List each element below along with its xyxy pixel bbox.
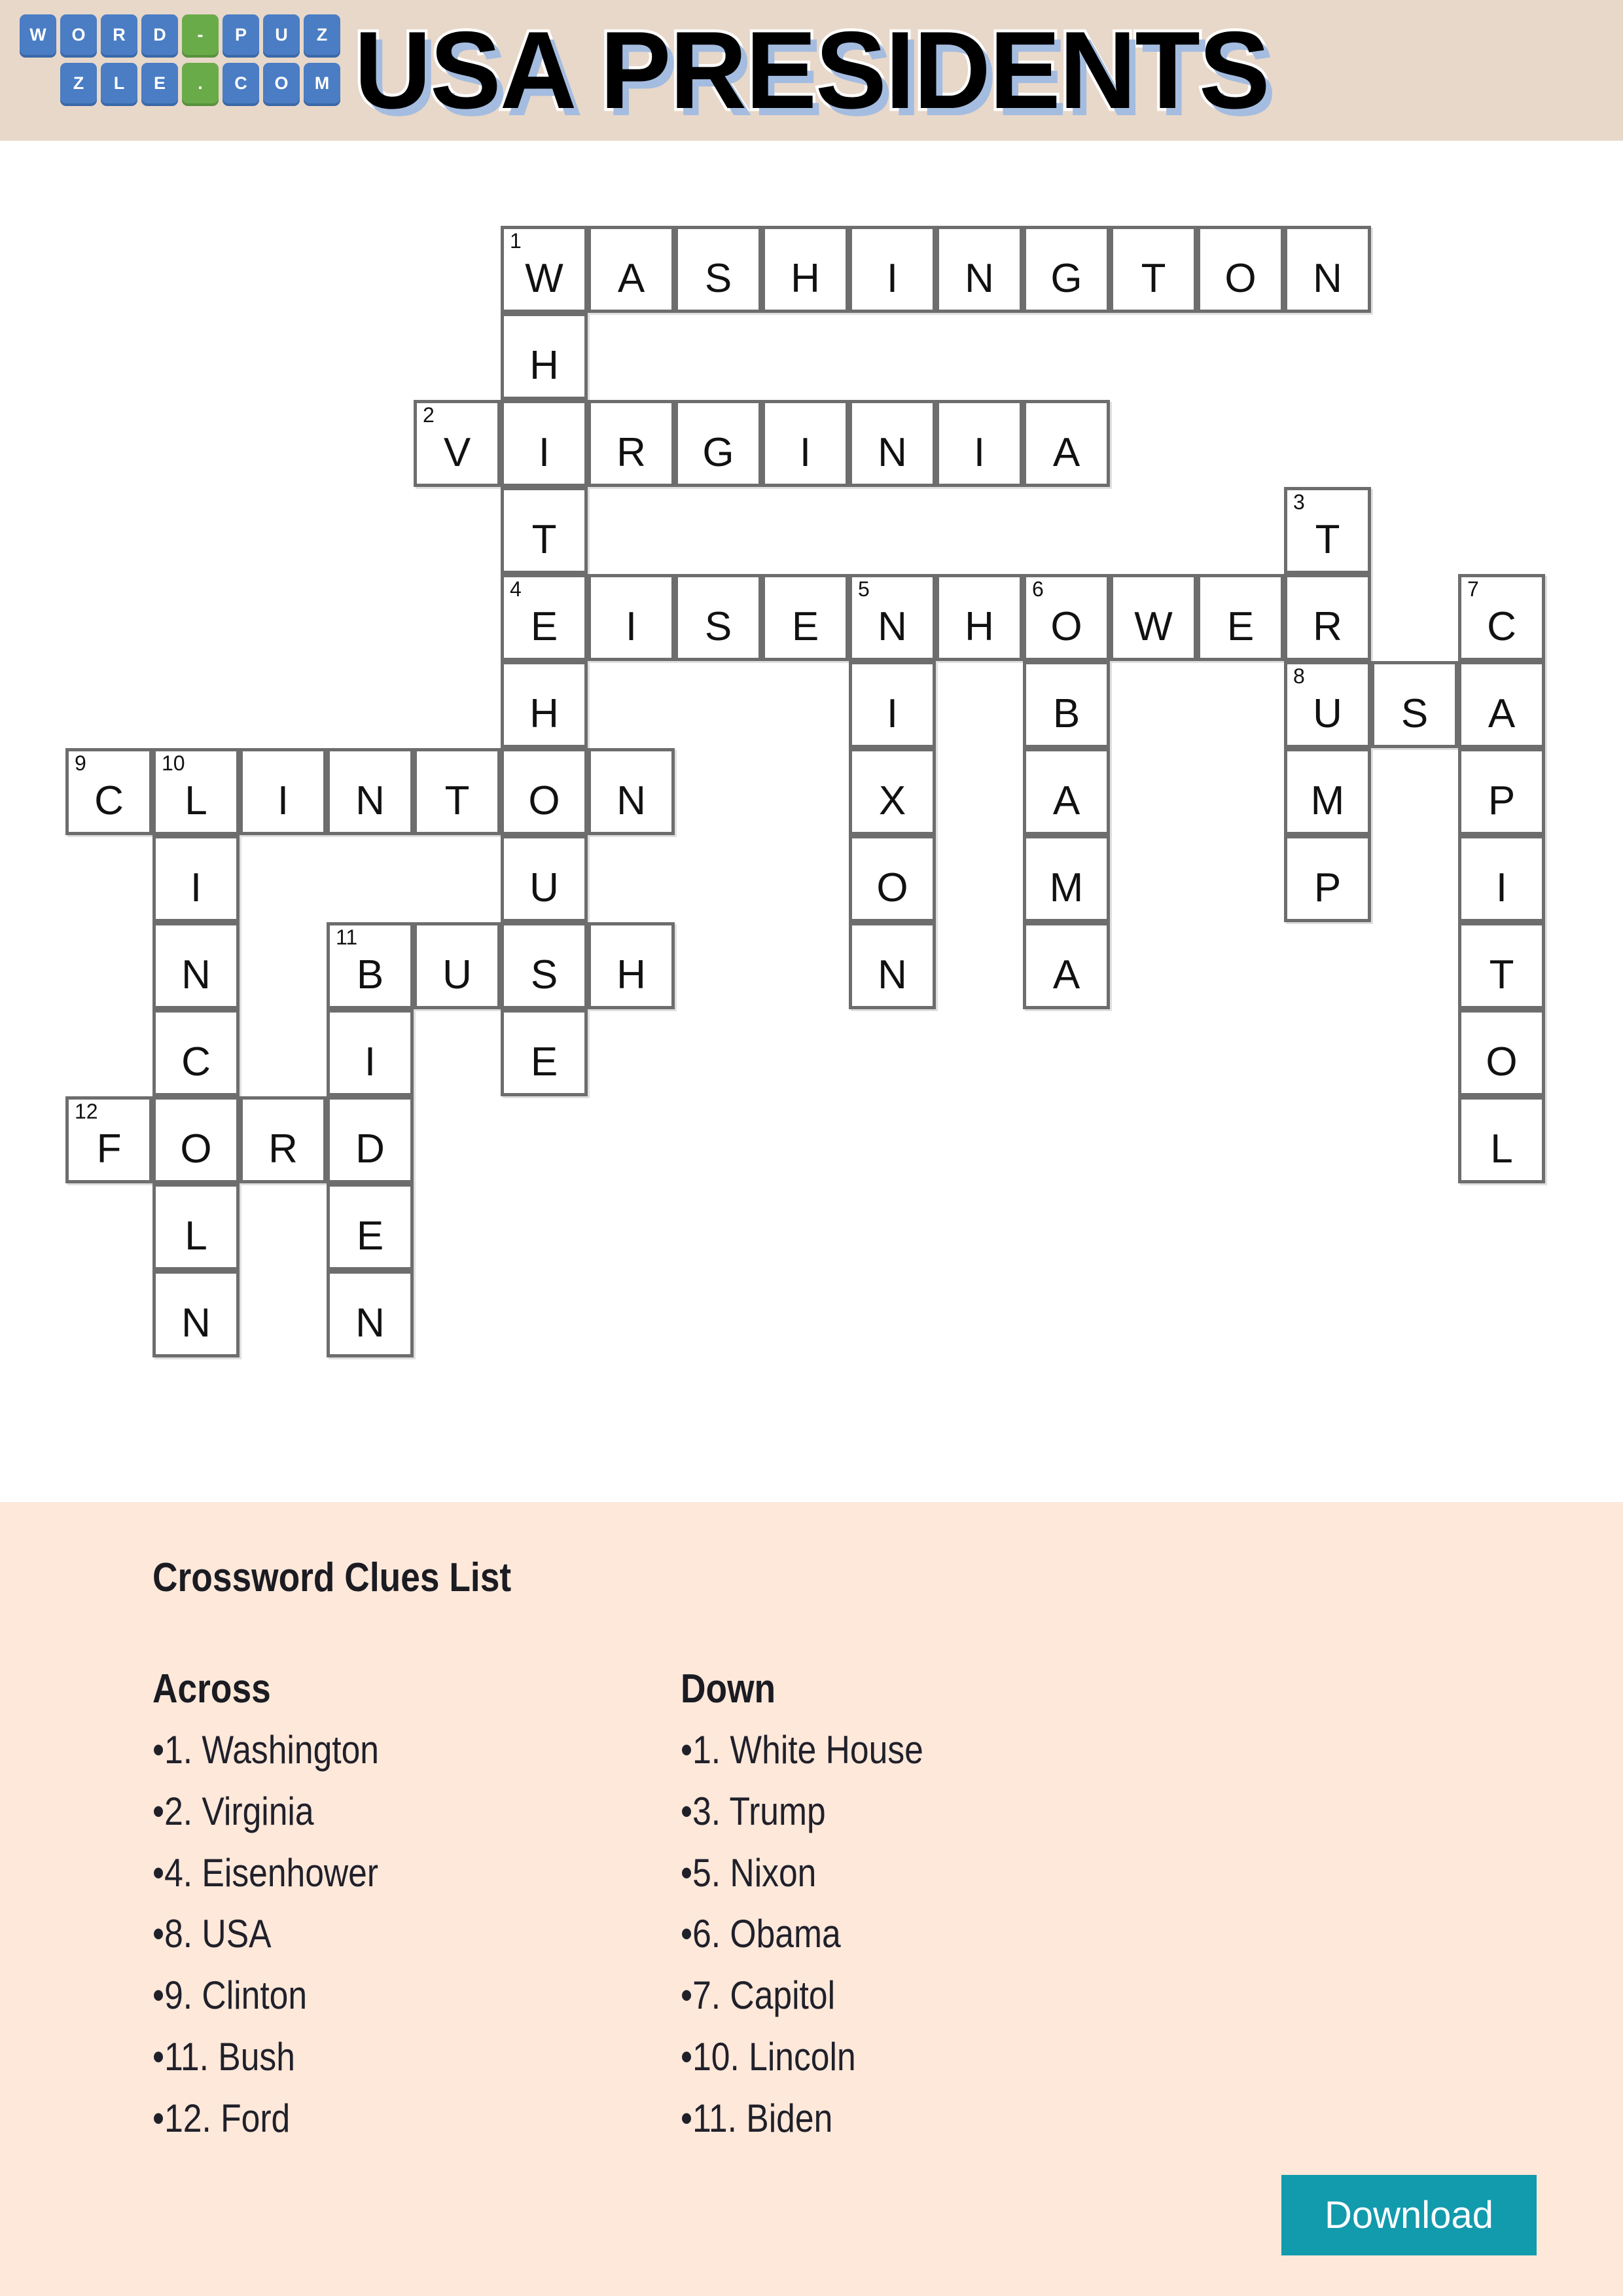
- grid-cell[interactable]: [762, 574, 849, 661]
- grid-cell[interactable]: [327, 1270, 414, 1357]
- page-header: [0, 0, 1623, 141]
- grid-cell[interactable]: [1458, 574, 1545, 661]
- grid-cell[interactable]: [327, 1009, 414, 1096]
- grid-cell[interactable]: [1110, 226, 1197, 313]
- grid-cell[interactable]: [1284, 748, 1371, 835]
- grid-cell[interactable]: [327, 922, 414, 1009]
- cell-letter: E: [530, 604, 558, 649]
- cell-letter: N: [181, 1300, 211, 1346]
- grid-cell[interactable]: [327, 1096, 414, 1183]
- cell-letter: I: [1495, 865, 1508, 910]
- grid-cell[interactable]: [1197, 574, 1284, 661]
- cell-letter: M: [1310, 778, 1345, 823]
- cell-letter: T: [1141, 256, 1166, 301]
- down-clue-item: •11. Biden: [681, 2096, 833, 2140]
- cell-letter: F: [96, 1126, 122, 1172]
- cell-letter: I: [886, 691, 899, 736]
- cell-letter: U: [442, 952, 472, 997]
- grid-cell[interactable]: [152, 1009, 240, 1096]
- cell-number: 5: [858, 577, 870, 601]
- cell-letter: I: [364, 1039, 376, 1085]
- cell-letter: A: [1488, 691, 1516, 736]
- across-clue-item: •11. Bush: [152, 2034, 295, 2079]
- down-clue-item: •5. Nixon: [681, 1850, 817, 1895]
- cell-number: 4: [510, 577, 522, 601]
- grid-cell[interactable]: [588, 922, 675, 1009]
- download-button[interactable]: Download: [1281, 2175, 1537, 2255]
- cell-letter: A: [1052, 952, 1080, 997]
- cell-letter: X: [878, 778, 906, 823]
- grid-cell[interactable]: [849, 226, 936, 313]
- logo-tile-z: Z: [60, 63, 97, 103]
- grid-cell[interactable]: [1458, 922, 1545, 1009]
- grid-cell[interactable]: [501, 661, 588, 748]
- cell-letter: N: [355, 778, 385, 823]
- grid-cell[interactable]: [1023, 922, 1110, 1009]
- cell-letter: T: [531, 517, 557, 562]
- logo-tile-p: P: [223, 14, 259, 55]
- cell-letter: E: [530, 1039, 558, 1085]
- grid-cell[interactable]: [414, 400, 501, 487]
- grid-cell[interactable]: [849, 748, 936, 835]
- cell-letter: H: [616, 952, 646, 997]
- cell-letter: G: [702, 430, 734, 475]
- grid-cell[interactable]: [849, 661, 936, 748]
- cell-letter: R: [616, 430, 646, 475]
- grid-cell[interactable]: [1371, 661, 1458, 748]
- logo-tile-l: L: [101, 63, 137, 103]
- across-clue-item: •4. Eisenhower: [152, 1850, 379, 1895]
- cell-number: 3: [1293, 490, 1305, 514]
- grid-cell[interactable]: [588, 748, 675, 835]
- cell-letter: H: [529, 343, 559, 388]
- cell-letter: E: [1226, 604, 1255, 649]
- cell-letter: A: [1052, 430, 1080, 475]
- cell-letter: N: [878, 430, 907, 475]
- cell-letter: S: [704, 256, 732, 301]
- grid-cell[interactable]: [1458, 748, 1545, 835]
- across-clue-item: •2. Virginia: [152, 1789, 314, 1833]
- cell-letter: M: [1049, 865, 1084, 910]
- grid-cell[interactable]: [501, 748, 588, 835]
- grid-cell[interactable]: [849, 400, 936, 487]
- cell-letter: R: [268, 1126, 298, 1172]
- cell-letter: O: [528, 778, 560, 823]
- down-clue-list: [681, 1724, 963, 2145]
- grid-cell[interactable]: [501, 835, 588, 922]
- across-clue-item: •9. Clinton: [152, 1973, 308, 2018]
- logo-tile-d: D: [141, 14, 178, 55]
- clues-column-down: [681, 1666, 963, 2154]
- grid-cell[interactable]: [152, 1183, 240, 1270]
- logo-tile-c: C: [223, 63, 259, 103]
- cell-letter: E: [356, 1213, 384, 1259]
- grid-cell[interactable]: [588, 574, 675, 661]
- cell-letter: N: [355, 1300, 385, 1346]
- grid-cell[interactable]: [501, 1009, 588, 1096]
- cell-letter: I: [625, 604, 637, 649]
- cell-letter: B: [1052, 691, 1080, 736]
- cell-letter: A: [1052, 778, 1080, 823]
- cell-letter: N: [965, 256, 994, 301]
- cell-letter: N: [878, 952, 907, 997]
- logo-tile-o: O: [263, 63, 300, 103]
- cell-letter: L: [185, 1213, 207, 1259]
- across-clue-item: •12. Ford: [152, 2096, 291, 2140]
- grid-cell[interactable]: [675, 400, 762, 487]
- logo-tile-r: R: [101, 14, 137, 55]
- cell-letter: B: [356, 952, 384, 997]
- clues-column-across: [152, 1666, 416, 2154]
- grid-cell[interactable]: [1458, 1096, 1545, 1183]
- grid-cell[interactable]: [762, 400, 849, 487]
- grid-cell[interactable]: [675, 226, 762, 313]
- cell-letter: N: [878, 604, 907, 649]
- cell-letter: I: [277, 778, 289, 823]
- grid-cell[interactable]: [1023, 748, 1110, 835]
- cell-letter: W: [1134, 604, 1173, 649]
- grid-cell[interactable]: [936, 574, 1023, 661]
- cell-letter: N: [1313, 256, 1342, 301]
- cell-letter: O: [1486, 1039, 1518, 1085]
- cell-letter: E: [791, 604, 819, 649]
- down-clue-item: •1. White House: [681, 1728, 923, 1772]
- cell-letter: H: [965, 604, 994, 649]
- grid-cell[interactable]: [1284, 574, 1371, 661]
- grid-cell[interactable]: [1284, 226, 1371, 313]
- cell-letter: I: [190, 865, 202, 910]
- across-heading: Across: [152, 1666, 271, 1712]
- grid-cell[interactable]: [501, 226, 588, 313]
- cell-letter: N: [181, 952, 211, 997]
- grid-cell[interactable]: [65, 1096, 152, 1183]
- down-clue-item: •6. Obama: [681, 1912, 841, 1956]
- grid-cell[interactable]: [849, 922, 936, 1009]
- grid-cell[interactable]: [675, 574, 762, 661]
- grid-cell[interactable]: [1458, 1009, 1545, 1096]
- grid-cell[interactable]: [1023, 574, 1110, 661]
- logo-tile-w: W: [20, 14, 56, 55]
- grid-cell[interactable]: [152, 1270, 240, 1357]
- cell-letter: O: [1050, 604, 1082, 649]
- logo-tile-u: U: [263, 14, 300, 55]
- across-clue-list: [152, 1724, 416, 2145]
- cell-letter: U: [1313, 691, 1342, 736]
- grid-cell[interactable]: [1284, 661, 1371, 748]
- grid-cell[interactable]: [240, 1096, 327, 1183]
- crossword-grid[interactable]: [0, 141, 1623, 1502]
- cell-number: 1: [510, 229, 522, 253]
- cell-number: 10: [162, 751, 185, 775]
- logo-tile-o: O: [60, 14, 97, 55]
- grid-cell[interactable]: [152, 1096, 240, 1183]
- grid-cell[interactable]: [936, 400, 1023, 487]
- cell-letter: C: [94, 778, 124, 823]
- cell-number: 8: [1293, 664, 1305, 688]
- cell-letter: H: [529, 691, 559, 736]
- grid-cell[interactable]: [1284, 487, 1371, 574]
- grid-cell[interactable]: [501, 313, 588, 400]
- cell-letter: O: [876, 865, 908, 910]
- cell-letter: C: [181, 1039, 211, 1085]
- grid-cell[interactable]: [240, 748, 327, 835]
- logo-tile-z: Z: [304, 14, 340, 55]
- cell-letter: R: [1313, 604, 1342, 649]
- grid-cell[interactable]: [414, 922, 501, 1009]
- grid-cell[interactable]: [414, 748, 501, 835]
- grid-cell[interactable]: [501, 400, 588, 487]
- cell-letter: T: [1489, 952, 1514, 997]
- clues-section-title: Crossword Clues List: [152, 1555, 512, 1600]
- grid-cell[interactable]: [1023, 226, 1110, 313]
- cell-letter: S: [704, 604, 732, 649]
- grid-cell[interactable]: [65, 748, 152, 835]
- grid-cell[interactable]: [152, 835, 240, 922]
- logo-tile-dash: -: [182, 14, 219, 55]
- logo-tile-dot: .: [182, 63, 219, 103]
- cell-letter: I: [799, 430, 812, 475]
- cell-letter: L: [185, 778, 207, 823]
- cell-letter: W: [525, 256, 563, 301]
- grid-cell[interactable]: [1023, 835, 1110, 922]
- grid-cell[interactable]: [1458, 835, 1545, 922]
- grid-cell[interactable]: [762, 226, 849, 313]
- grid-cell[interactable]: [588, 400, 675, 487]
- grid-cell[interactable]: [1023, 400, 1110, 487]
- cell-number: 7: [1467, 577, 1479, 601]
- grid-cell[interactable]: [501, 922, 588, 1009]
- grid-cell[interactable]: [327, 1183, 414, 1270]
- grid-cell[interactable]: [501, 487, 588, 574]
- cell-letter: C: [1487, 604, 1516, 649]
- grid-cell[interactable]: [1458, 661, 1545, 748]
- grid-cell[interactable]: [152, 922, 240, 1009]
- cell-letter: I: [886, 256, 899, 301]
- down-clue-item: •7. Capitol: [681, 1973, 836, 2018]
- cell-letter: V: [443, 430, 471, 475]
- across-clue-item: •8. USA: [152, 1912, 272, 1956]
- grid-cell[interactable]: [588, 226, 675, 313]
- cell-letter: T: [1315, 517, 1340, 562]
- down-clue-item: •10. Lincoln: [681, 2034, 856, 2079]
- grid-cell[interactable]: [849, 835, 936, 922]
- cell-number: 12: [75, 1100, 98, 1123]
- grid-cell[interactable]: [1197, 226, 1284, 313]
- cell-letter: T: [444, 778, 470, 823]
- cell-letter: H: [791, 256, 820, 301]
- grid-cell[interactable]: [1284, 835, 1371, 922]
- cell-number: 9: [75, 751, 86, 775]
- cell-letter: D: [355, 1126, 385, 1172]
- cell-letter: G: [1050, 256, 1082, 301]
- cell-letter: L: [1490, 1126, 1513, 1172]
- cell-number: 11: [336, 925, 358, 949]
- grid-cell[interactable]: [1110, 574, 1197, 661]
- down-heading: Down: [681, 1666, 776, 1712]
- grid-cell[interactable]: [936, 226, 1023, 313]
- cell-letter: A: [617, 256, 645, 301]
- grid-cell[interactable]: [501, 574, 588, 661]
- logo-tile-m: M: [304, 63, 340, 103]
- grid-cell[interactable]: [327, 748, 414, 835]
- cell-letter: P: [1313, 865, 1342, 910]
- cell-letter: O: [180, 1126, 212, 1172]
- cell-letter: I: [973, 430, 986, 475]
- page-title: USA PRESIDENTS: [354, 9, 1269, 132]
- grid-cell[interactable]: [849, 574, 936, 661]
- logo-tile-e: E: [141, 63, 178, 103]
- grid-cell[interactable]: [152, 748, 240, 835]
- cell-letter: S: [530, 952, 558, 997]
- across-clue-item: •1. Washington: [152, 1728, 380, 1772]
- cell-number: 2: [423, 403, 435, 427]
- cell-letter: N: [616, 778, 646, 823]
- cell-letter: O: [1224, 256, 1257, 301]
- down-clue-item: •3. Trump: [681, 1789, 826, 1833]
- cell-letter: U: [529, 865, 559, 910]
- cell-letter: I: [538, 430, 550, 475]
- grid-cell[interactable]: [1023, 661, 1110, 748]
- cell-number: 6: [1032, 577, 1044, 601]
- cell-letter: S: [1400, 691, 1429, 736]
- cell-letter: P: [1488, 778, 1516, 823]
